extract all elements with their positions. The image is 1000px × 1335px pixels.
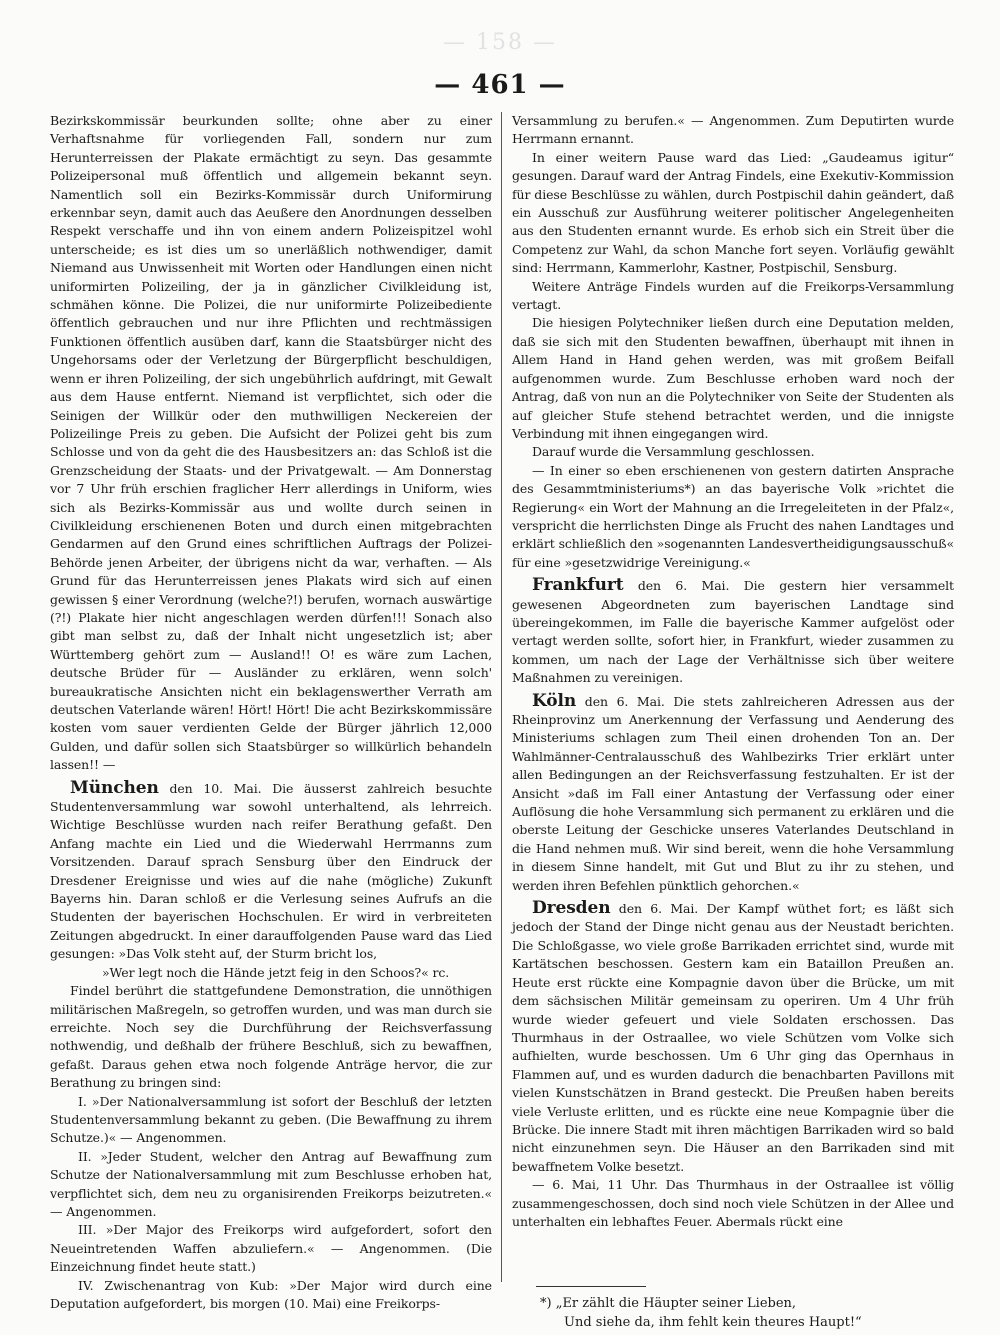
article-paragraph: — In einer so eben erschienenen von gestern datirten Ansprache des Gesammtministeriums*) an das bayerische Volk »richtet die Regierung« ein Wort der Mahnung an die Irregeleiteten in der Pfalz«, verspricht die herrlichsten Dinge als Frucht des nahen Landtages und erklärt schließlich den »sogenannten Landesvertheidigungsausschuß« für eine »gesetzwidrige Vereinigung.«: [512, 462, 954, 570]
motion-item: III. »Der Major des Freikorps wird aufgefordert, sofort den Neueintretenden Waffen abzuliefern.« — Angenommen. (Die Einzeichnung findet heute statt.): [50, 1222, 492, 1275]
dateline-text: den 10. Mai. Die äusserst zahlreich besuchte Studentenversammlung war sowohl unterhaltend, als lehrreich. Wichtige Beschlüsse wurden nach reifer Berathung gefaßt. Den Anfang machte ein Lied und die Wiederwahl Herrmanns zum Vorsitzenden. Darauf sprach Sensburg über den Eindruck der Dresdener Ereignisse und wies auf die nahe (mögliche) Zukunft Bayerns hin. Daran schloß er die Verlesung seines Aufrufs an die Studenten der bayerischen Hochschulen. Er wird in verbreiteten Zeitungen abgedruckt. In einer darauffolgenden Pause ward das Lied gesungen: »Das Volk steht auf, der Sturm bricht los,: [50, 780, 492, 962]
page-number: — 461 —: [434, 70, 566, 100]
dateline-text: den 6. Mai. Die gestern hier versammelt gewesenen Abgeordneten zum bayerischen Landtage sind übereingekommen, im Falle die bayerische Kammer aufgelöst oder vertagt werden sollte, sofort hier, in Frankfurt, wieder zusammen zu kommen, um nach der Lage der Verhältnisse sich über weitere Maßnahmen zu vereinigen.: [512, 578, 954, 686]
motion-item: I. »Der Nationalversammlung ist sofort der Beschluß der letzten Studentenversammlung bekannt zu geben. (Die Bewaffnung zu ihrem Schutze.)« — Angenommen.: [50, 1093, 492, 1146]
right-column: [512, 112, 954, 1231]
dateline-paragraph: [512, 899, 954, 1176]
article-paragraph: Findel berührt die stattgefundene Demonstration, die unnöthigen militärischen Maßregeln, so getroffen wurden, und was man durch sie erreichte. Noch sey die Durchführung der Reichsverfassung nothwendig, und deßhalb der frühere Beschluß, sich zu bewaffnen, gefaßt. Daraus gehen etwa noch folgende Anträge hervor, die zur Berathung zu bringen sind:: [50, 983, 492, 1091]
article-paragraph: Weitere Anträge Findels wurden auf die Freikorps-Versammlung vertagt.: [512, 278, 954, 313]
dateline-paragraph: [512, 576, 954, 687]
bleed-through-page-number: — 158 —: [443, 30, 557, 55]
dateline-place: Frankfurt: [532, 575, 624, 596]
article-paragraph: In einer weitern Pause ward das Lied: „Gaudeamus igitur“ gesungen. Darauf ward der Antrag Findels, eine Exekutiv-Kommission für diese Beschlüsse zu wählen, durch Postpischil dahin geändert, daß ein Ausschuß zur Ausführung weiterer politischer Angelegenheiten aus den Studenten ernannt wurde. Es erhob sich ein Streit über die Competenz zur Wahl, da schon Manche fort seyen. Vorläufig gewählt sind: Herrmann, Kammerlohr, Kastner, Postpischil, Sensburg.: [512, 149, 954, 276]
footnote: [540, 1294, 960, 1332]
footnote-rule: [536, 1286, 646, 1287]
dateline-paragraph: [50, 779, 492, 964]
article-paragraph: Bezirkskommissär beurkunden sollte; ohne aber zu einer Verhaftsnahme für vorliegenden Fall, sondern nur zum Herunterreissen der Plakate ermächtigt zu seyn. Das gesammte Polizeipersonal muß öffentlich und allgemein bekannt seyn. Namentlich soll ein Bezirks-Kommissär durch Uniformirung erkennbar seyn, damit auch das Aeußere den Anordnungen desselben Respekt verschaffe und ihn von einem andern Polizeispitzel wohl unterscheide; es ist dies um so unerläßlich nothwendiger, damit Niemand aus Unwissenheit mit Worten oder Handlungen einen nicht uniformirten Polizeiling, der ja in gänzlicher Civilkleidung ist, schmähen könne. Die Polizei, die nur uniformirte Polizeibediente öffentlich gebrauchen und nur ihre Pflichten und rechtmässigen Funktionen öffentlich ausüben darf, kann die Staatsbürger nicht des Ungehorsams oder der Verletzung der Bürgerpflicht beschuldigen, wenn er ihren Polizeiling, der sich ungebührlich aufdringt, mit Gewalt aus dem Hause entfernt. Niemand ist verpflichtet, sich oder die Seinigen der Willkür oder den muthwilligen Neckereien der Polizeilinge Preis zu geben. Die Aufsicht der Polizei geht bis zum Schlosse und von da geht die des Hausbesitzers an: das Schloß ist die Grenzscheidung der Staats- und der Privatgewalt. — Am Donnerstag vor 7 Uhr früh erschien fraglicher Herr allerdings in Uniform, wies sich als Bezirks-Kommissär aus und wollte durch seinen in Civilkleidung erschienenen Boten und durch einen mitgebrachten Gendarmen auf den Grund eines schriftlichen Auftrags der Polizei-Behörde jenen Arbeiter, der übrigens nicht da war, verhaften. — Als Grund für das Herunterreissen jenes Plakats wird sich auf einen gewissen § einer Verordnung (welche?!) berufen, wornach auswärtige (?!) Plakate hier nicht angeschlagen werden dürfen!!! Sonach also gibt man selbst zu, daß der Inhalt nicht ungesetzlich ist; aber Württemberg gehört zum — Ausland!! O! es wäre zum Lachen, deutsche Brüder für — Ausländer zu erklären, wenn solch' bureaukratische Ansichten nicht ein beklagenswerther Verrath am deutschen Vaterlande wären! Hört! Hört! Die acht Bezirkskommissäre kosten vom sauer verdienten Gelde der Bürger jährlich 12,000 Gulden, und dafür sollen sich Staatsbürger so willkürlich behandeln lassen!! —: [50, 113, 492, 773]
dateline-place: Köln: [532, 690, 577, 711]
motion-item: IV. Zwischenantrag von Kub: »Der Major wird durch eine Deputation aufgefordert, bis morgen (10. Mai) eine Freikorps-: [50, 1277, 492, 1311]
left-column: [50, 112, 492, 1313]
dateline-paragraph: [512, 692, 954, 895]
article-paragraph: Versammlung zu berufen.« — Angenommen. Zum Deputirten wurde Herrmann ernannt.: [512, 113, 954, 147]
footnote-line: Und siehe da, ihm fehlt kein theures Haupt!“: [564, 1315, 862, 1330]
song-line: »Wer legt noch die Hände jetzt feig in den Schoos?« rc.: [102, 964, 450, 980]
article-paragraph: Darauf wurde die Versammlung geschlossen.: [532, 444, 815, 460]
motion-item: II. »Jeder Student, welcher den Antrag auf Bewaffnung zum Schutze der Nationalversammlung mit zum Beschlusse erhoben hat, verpflichtet sich, dem neu zu organisirenden Freikorps beizutreten.« — Angenommen.: [50, 1148, 492, 1219]
column-divider: [501, 112, 502, 1282]
article-paragraph: — 6. Mai, 11 Uhr. Das Thurmhaus in der Ostraallee ist völlig zusammengeschossen, doch sind noch viele Schützen in der Allee und unterhalten ein lebhaftes Feuer. Abermals rückt eine: [512, 1177, 954, 1229]
dateline-text: den 6. Mai. Der Kampf wüthet fort; es läßt sich jedoch der Stand der Dinge nicht genau aus der Neustadt berichten. Die Schloßgasse, wo viele große Barrikaden errichtet sind, wurde mit Kartätschen beschossen. Gestern kam ein Bataillon Preußen an. Heute erst rückte eine Kompagnie davon über die Brücke, um mit dem sächsischen Militär gemeinsam zu operiren. Um 4 Uhr früh wurde wieder gefeuert und viele Soldaten erschossen. Das Thurmhaus in der Ostraallee, wo viele Schützen vom Volke sich aufhielten, wurde beschossen. Um 6 Uhr ging das Opernhaus in Flammen auf, und es wurden dadurch die benachbarten Pavillons mit vielen Kunstschätzen in Brand gesteckt. Die Preußen haben bereits viele Verluste erlitten, und es rückte eine neue Kompagnie über die Brücke. Die innere Stadt mit ihren mächtigen Barrikaden wird so bald nicht einzunehmen seyn. Die Häuser an den Barrikaden sind mit bewaffnetem Volke besetzt.: [512, 901, 954, 1174]
dateline-text: den 6. Mai. Die stets zahlreicheren Adressen aus der Rheinprovinz um Anerkennung der Verfassung und Aenderung des Ministeriums schlagen zum Theil einen drohenden Ton an. Der Wahlmänner-Centralausschuß des Wahlbezirks Trier erklärt unter allen Bedingungen an der Reichsverfassung festzuhalten. Er ist der Ansicht »daß im Fall einer Antastung der Verfassung oder einer Auflösung die hohe Versammlung sich permanent zu erklären und die oberste Leitung der Geschicke unseres Vaterlandes Deutschland in die Hand nehmen muß. Wir sind bereit, wenn die hohe Versammlung in diesem Sinne handelt, mit Gut und Blut zu ihr zu stehen, und werden ihren Befehlen pünktlich gehorchen.«: [512, 693, 954, 893]
article-paragraph: Die hiesigen Polytechniker ließen durch eine Deputation melden, daß sie sich mit den Studenten bewaffnen, überhaupt mit ihnen in Allem Hand in Hand gehen werden, was mit großem Beifall aufgenommen wurde. Zum Beschlusse erhoben ward noch der Antrag, daß von nun an die Polytechniker von Seite der Studenten als auf gleicher Stufe stehend betrachtet werden, und die innigste Verbindung mit ihnen eingegangen wird.: [512, 315, 954, 441]
dateline-place: München: [70, 777, 159, 798]
dateline-place: Dresden: [532, 898, 611, 919]
footnote-line: *) „Er zählt die Häupter seiner Lieben,: [540, 1296, 797, 1311]
